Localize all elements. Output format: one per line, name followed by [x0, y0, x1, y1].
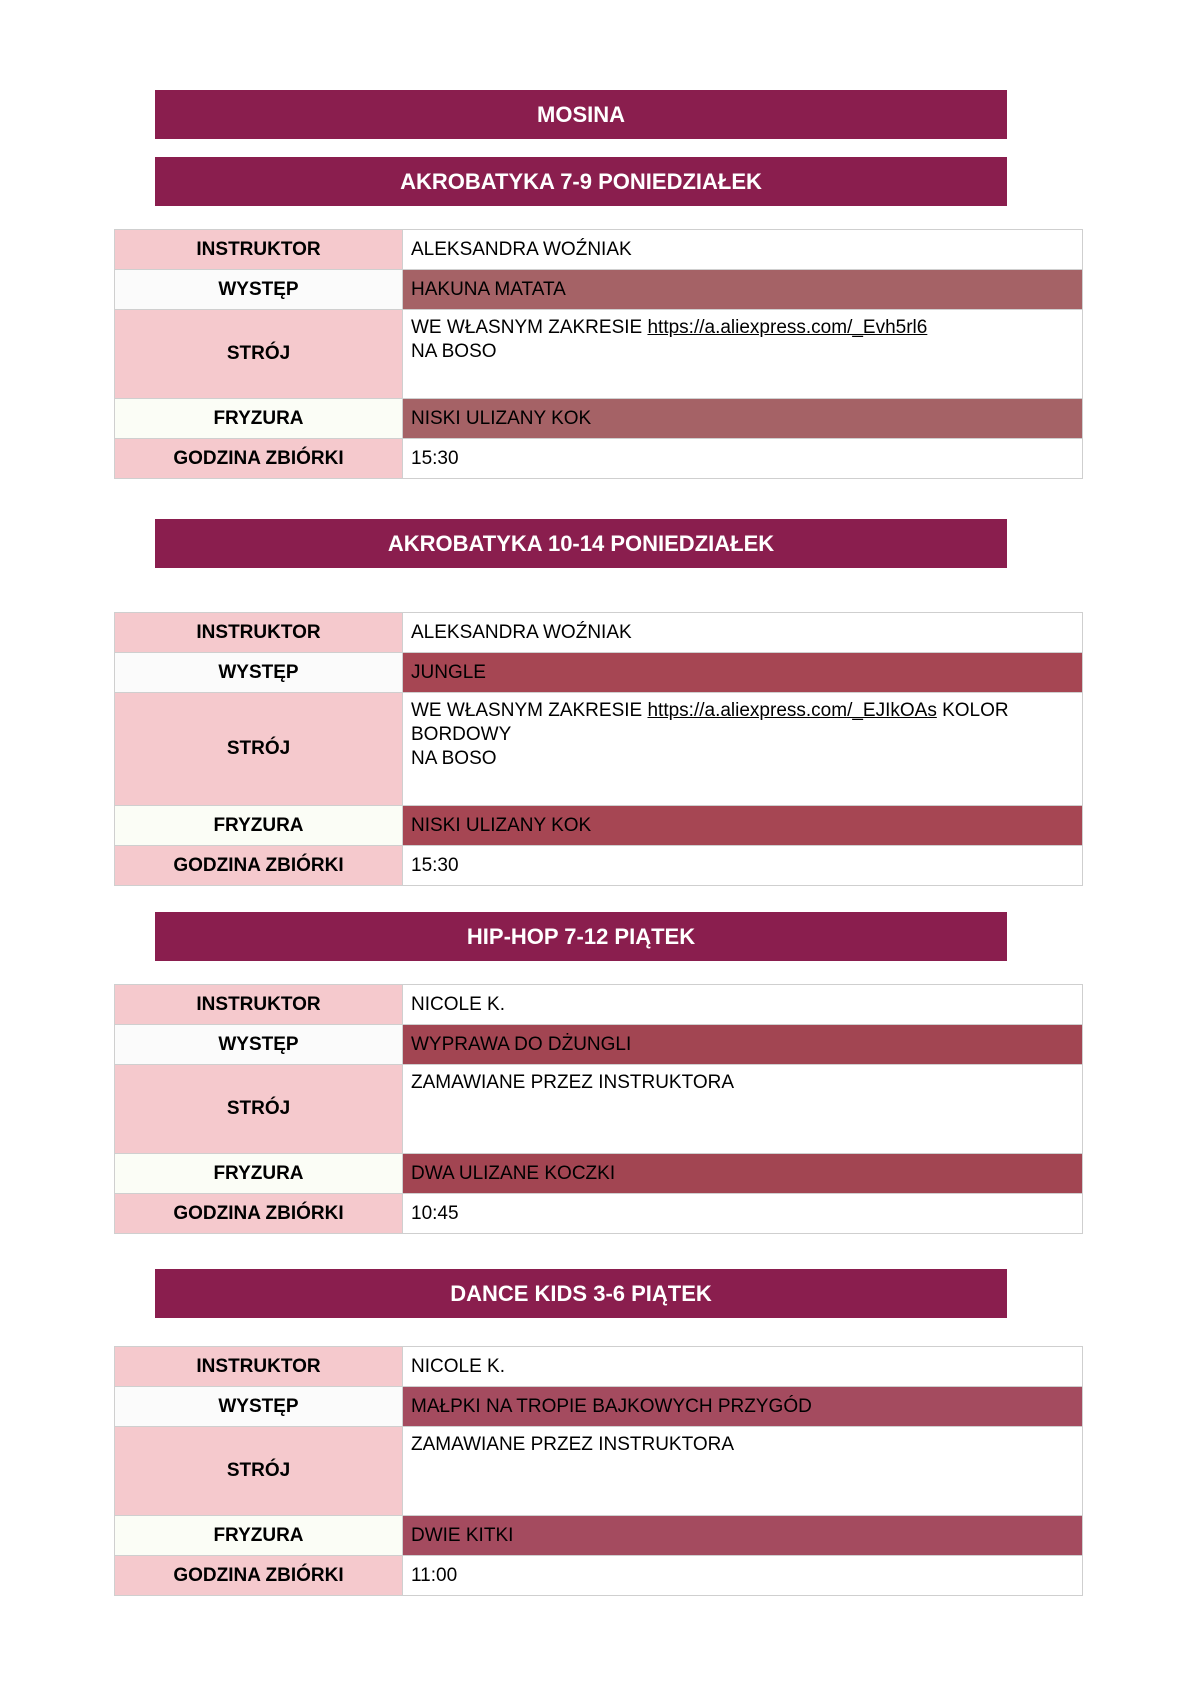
performance-label: WYSTĘP	[115, 270, 403, 310]
performance-value: HAKUNA MATATA	[403, 270, 1083, 310]
meeting-time-value: 15:30	[403, 439, 1083, 479]
hairstyle-label: FRYZURA	[115, 1516, 403, 1556]
hairstyle-value: NISKI ULIZANY KOK	[403, 399, 1083, 439]
class-info-table	[114, 1346, 1083, 1596]
performance-label: WYSTĘP	[115, 653, 403, 693]
location-title: MOSINA	[537, 101, 625, 127]
performance-value: WYPRAWA DO DŻUNGLI	[403, 1025, 1083, 1065]
table-row	[115, 1025, 1083, 1065]
costume-text-after: KOLOR	[936, 700, 1009, 721]
meeting-time-value: 11:00	[403, 1556, 1083, 1596]
table-row	[115, 693, 1083, 806]
instructor-value: ALEKSANDRA WOŹNIAK	[403, 613, 1083, 653]
meeting-time-label: GODZINA ZBIÓRKI	[115, 439, 403, 479]
meeting-time-label: GODZINA ZBIÓRKI	[115, 1194, 403, 1234]
instructor-value: NICOLE K.	[403, 985, 1083, 1025]
section-banner	[155, 519, 1007, 568]
meeting-time-value: 10:45	[403, 1194, 1083, 1234]
instructor-value: NICOLE K.	[403, 1347, 1083, 1387]
hairstyle-label: FRYZURA	[115, 399, 403, 439]
table-row	[115, 230, 1083, 270]
costume-line: BORDOWY	[411, 724, 512, 745]
performance-value: JUNGLE	[403, 653, 1083, 693]
costume-text: WE WŁASNYM ZAKRESIE	[411, 317, 648, 338]
table-row	[115, 439, 1083, 479]
costume-label: STRÓJ	[115, 693, 403, 806]
meeting-time-value: 15:30	[403, 846, 1083, 886]
hairstyle-value: DWIE KITKI	[403, 1516, 1083, 1556]
table-row	[115, 270, 1083, 310]
table-row	[115, 399, 1083, 439]
table-row	[115, 653, 1083, 693]
table-row	[115, 1347, 1083, 1387]
meeting-time-label: GODZINA ZBIÓRKI	[115, 1556, 403, 1596]
table-row	[115, 985, 1083, 1025]
costume-value: ZAMAWIANE PRZEZ INSTRUKTORA	[403, 1065, 1083, 1154]
section-banner	[155, 912, 1007, 961]
table-row	[115, 1556, 1083, 1596]
section-title: DANCE KIDS 3-6 PIĄTEK	[450, 1280, 712, 1306]
costume-text: WE WŁASNYM ZAKRESIE	[411, 700, 648, 721]
costume-value	[403, 693, 1083, 806]
hairstyle-value: NISKI ULIZANY KOK	[403, 806, 1083, 846]
class-info-table	[114, 984, 1083, 1234]
costume-line	[411, 316, 1074, 340]
instructor-label: INSTRUKTOR	[115, 230, 403, 270]
costume-value	[403, 310, 1083, 399]
hairstyle-label: FRYZURA	[115, 806, 403, 846]
class-info-table	[114, 229, 1083, 479]
table-row	[115, 806, 1083, 846]
table-row	[115, 846, 1083, 886]
table-row	[115, 613, 1083, 653]
section-title: HIP-HOP 7-12 PIĄTEK	[466, 923, 696, 949]
hairstyle-value: DWA ULIZANE KOCZKI	[403, 1154, 1083, 1194]
section-banner	[155, 157, 1007, 206]
hairstyle-label: FRYZURA	[115, 1154, 403, 1194]
costume-value: ZAMAWIANE PRZEZ INSTRUKTORA	[403, 1427, 1083, 1516]
instructor-label: INSTRUKTOR	[115, 985, 403, 1025]
section-title: AKROBATYKA 7-9 PONIEDZIAŁEK	[400, 168, 762, 194]
performance-label: WYSTĘP	[115, 1025, 403, 1065]
costume-label: STRÓJ	[115, 1427, 403, 1516]
costume-line	[411, 699, 1074, 723]
instructor-label: INSTRUKTOR	[115, 613, 403, 653]
section-banner	[155, 1269, 1007, 1318]
instructor-label: INSTRUKTOR	[115, 1347, 403, 1387]
class-info-table	[114, 612, 1083, 886]
table-row	[115, 1427, 1083, 1516]
costume-label: STRÓJ	[115, 310, 403, 399]
instructor-value: ALEKSANDRA WOŹNIAK	[403, 230, 1083, 270]
costume-link[interactable]: https://a.aliexpress.com/_Evh5rl6	[647, 317, 928, 338]
costume-label: STRÓJ	[115, 1065, 403, 1154]
performance-value: MAŁPKI NA TROPIE BAJKOWYCH PRZYGÓD	[403, 1387, 1083, 1427]
performance-label: WYSTĘP	[115, 1387, 403, 1427]
table-row	[115, 310, 1083, 399]
table-row	[115, 1194, 1083, 1234]
location-banner	[155, 90, 1007, 139]
costume-link[interactable]: https://a.aliexpress.com/_EJIkOAs	[647, 700, 937, 721]
table-row	[115, 1065, 1083, 1154]
costume-line: NA BOSO	[411, 341, 497, 362]
costume-line: NA BOSO	[411, 748, 497, 769]
table-row	[115, 1154, 1083, 1194]
table-row	[115, 1516, 1083, 1556]
table-row	[115, 1387, 1083, 1427]
meeting-time-label: GODZINA ZBIÓRKI	[115, 846, 403, 886]
section-title: AKROBATYKA 10-14 PONIEDZIAŁEK	[387, 530, 775, 556]
